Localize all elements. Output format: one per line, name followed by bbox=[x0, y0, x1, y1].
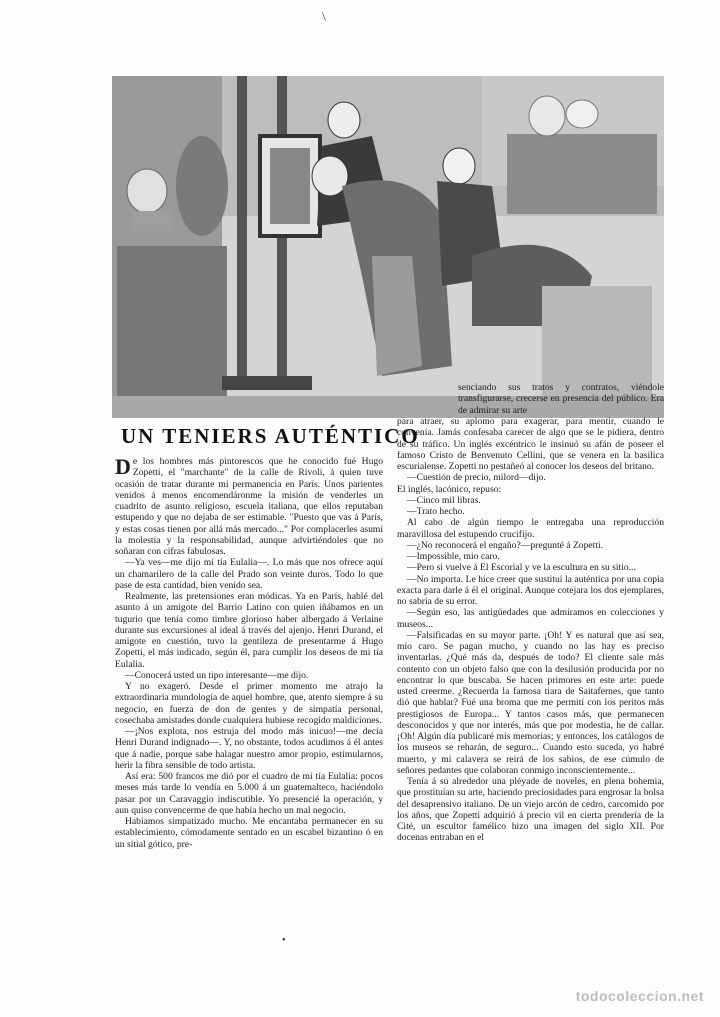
paragraph: —Impossible, mio caro. bbox=[407, 551, 500, 562]
paragraph: —Ya ves—me dijo mi tía Eulalia—. Lo más que nos ofrece aquí un chamarilero de la calle del Prado son veinte duros. Todo lo que pase de esta cantidad, bien venido sea. bbox=[115, 557, 383, 591]
paragraph: para atraer, su aplomo para exagerar, para mentir, cuando le convenía. Jamás confesaba carecer de algo que se le pidiera, dentro de su tráfico. Un inglés excéntrico le insinuó su afán de poseer el famoso Cristo de Benvenuto Cellini, que se venera en la basílica escurialense. Zopetti no pestañeó al conocer los deseos del britano. bbox=[397, 416, 664, 472]
paragraph: —Cuestión de precio, milord—dijo. bbox=[407, 472, 546, 484]
text-column-left bbox=[115, 456, 383, 850]
paragraph: El inglés, lacónico, repuso: bbox=[397, 483, 502, 495]
paragraph: —Cinco mil libras. bbox=[407, 494, 481, 506]
paragraph: —¡Nos explota, nos estruja del modo más inicuo!—me decía Henri Durand indignado—. Y, no obstante, todos acudimos á él antes que á nadie, porque sabe halagar nuestro amor propio, estimularnos, herir la fibra sensible de todo artista. bbox=[115, 726, 383, 771]
paragraph: —Falsificadas en su mayor parte. ¡Oh! Y es natural que así sea, mio caro. Se pagan mucho, y cuando no las hay es preciso inventarlas. ¿Qué más da, después de todo? El cliente sale más contento con un objeto falso que con la desilusión producida por no encontrar lo que buscaba. Se hacen primores en este arte: puede usted creerme. ¿Recuerda la famosa tiara de Saitafernes, que tanto dió que hablar? Fué una broma que me permití con los peritos más prestigiosos de Europa... Y tantos casos más, que permanecen desconocidos y que nor interés, más que por modestia, he de callar. ¡Oh! Algún día publicaré mis memorias; y entonces, los catálogos de los museos se reharán, de seguro... Cuando esto suceda, yo habré muerto, y mi calavera se reirá de los sabios, de ese cúmulo de señores pedantes que colaboran conmigo inconscientemente... bbox=[397, 629, 664, 776]
paragraph-first bbox=[115, 456, 383, 557]
drop-cap: D bbox=[115, 454, 131, 479]
paragraph: —Trato hecho. bbox=[407, 506, 465, 517]
watermark: todocoleccion.net bbox=[575, 988, 704, 1004]
article-title: UN TENIERS AUTÉNTICO bbox=[121, 424, 420, 448]
paragraph: Realmente, las pretensiones eran módicas. Ya en París, hablé del asunto á un amigote del Barrio Latino con quien iñábamos en un tugurio que tenía como timbre glorioso haber albergado á Verlaine durante sus excursiones al ideal á través del ajenjo. Henri Durand, el amigote en cuestión, tuvo la gentileza de presentarme á Hugo Zopetti, el más indicado, según él, para cumplir los deseos de mi tía Eulalia. bbox=[115, 591, 383, 670]
engraving-illustration bbox=[112, 76, 664, 418]
paragraph: Habíamos simpatizado mucho. Me encantaba permanecer en su establecimiento, cómodamente sentado en un escabel bizantino ó en un sitial gótico, pre- bbox=[115, 816, 383, 850]
paragraph: —Conocerá usted un tipo interesante—me dijo. bbox=[125, 669, 309, 681]
text-column-right-top bbox=[458, 382, 664, 416]
paragraph-text: e los hombres más pintorescos que he conocido fué Hugo Zopetti, el "marchante" de la calle de Rívoli, á quien tuve ocasión de tratar durante mi permanencia en París. Unos parientes venidos á menos encomendáronme la misión de venderles un cuadrito de asunto religioso, escuela italiana, que ellos reputaban estupendo y que no dejaba de ser estimable. "Puesto que vas á París, y estas cosas tienen por allá más mercado..." Por complacerles asumí la molestia y la responsabilidad, aunque advirtiéndoles que no soñaran con cifras fabulosas. bbox=[115, 456, 383, 557]
paragraph: Al cabo de algún tiempo le entregaba una reproducción maravillosa del estupendo crucifijo. bbox=[397, 517, 664, 540]
paragraph: —¿No reconocerá el engaño?—pregunté á Zopetti. bbox=[407, 539, 604, 551]
paragraph: senciando sus tratos y contratos, viéndole transfigurarse, crecerse en presencia del público. Era de admirar su arte bbox=[458, 382, 664, 416]
paragraph: Tenía á su alrededor una pléyade de noveles, en plena bohemia, que prostituían su arte, haciendo preciosidades para engrosar la bolsa del desaprensivo italiano. De un viejo arcón de cedro, carcomido por los años, que Zopetti adquirió á precio vil en cierta prendería de la Cité, un escultor famélico hizo una imagen del siglo XII. Por docenas entraban en el bbox=[397, 776, 664, 844]
paragraph: —No importa. Le hice creer que sustituí la auténtica por una copia exacta para darle á él el original. Aunque cotejara los dos ejemplares, no sabría de su error. bbox=[397, 573, 664, 607]
paragraph: Así era: 500 francos me dió por el cuadro de mi tía Eulalia: pocos meses más tarde lo vendía en 5.000 á un guatemalteco, haciéndolo pasar por un Caravaggio indiscutible. Yo presencié la operación, y aun quiso convencerme de que había hecho un mal negocio. bbox=[115, 771, 383, 816]
paragraph: Y no exageró. Desde el primer momento me atrajo la extraordinaria mundología de aquel hombre, que, atento siempre á su negocio, en fuerza de don de gentes y de simpatía personal, cosechaba amistades donde cualquiera hubiese recogido maldiciones. bbox=[115, 681, 383, 726]
text-column-right bbox=[397, 416, 664, 844]
paragraph: —Pero si vuelve á El Escorial y ve la escultura en su sitio... bbox=[407, 562, 636, 574]
page-mark: \ bbox=[322, 10, 326, 25]
paragraph: —Según eso, las antigüedades que admiramos en colecciones y museos... bbox=[397, 607, 664, 630]
footer-bullet: • bbox=[282, 935, 286, 946]
